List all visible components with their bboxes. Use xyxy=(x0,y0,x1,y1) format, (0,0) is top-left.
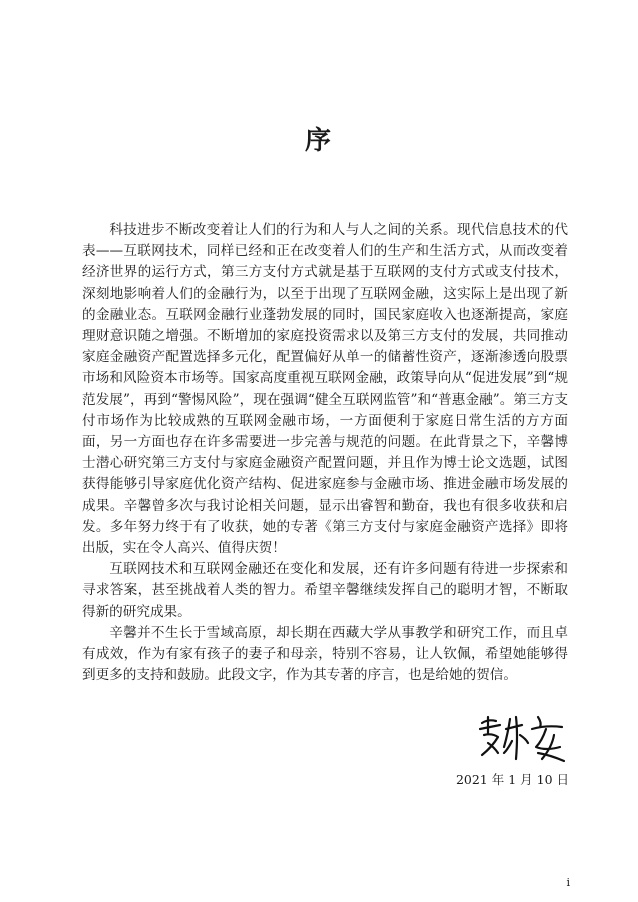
preface-body xyxy=(82,220,568,686)
handwritten-signature xyxy=(476,713,570,765)
paragraph: 科技进步不断改变着让人们的行为和人与人之间的关系。现代信息技术的代表——互联网技术，同样已经和正在改变着人们的生产和生活方式，从而改变着经济世界的运行方式，第三方支付方式就是基于互联网的支付方式或支付技术，深刻地影响着人们的金融行为，以至于出现了互联网金融，这实际上是出现了新的金融业态。互联网金融行业蓬勃发展的同时，国民家庭收入也逐渐提高，家庭理财意识随之增强。不断增加的家庭投资需求以及第三方支付的发展，共同推动家庭金融资产配置选择多元化，配置偏好从单一的储蓄性资产，逐渐渗透向股票市场和风险资本市场等。国家高度重视互联网金融，政策导向从“促进发展”到“规范发展”，再到“警惕风险”，现在强调“健全互联网监管”和“普惠金融”。第三方支付市场作为比较成熟的互联网金融市场，一方面便利于家庭日常生活的方方面面，另一方面也存在许多需要进一步完善与规范的问题。在此背景之下，辛馨博士潜心研究第三方支付与家庭金融资产配置问题，并且作为博士论文选题，试图获得能够引导家庭优化资产结构、促进家庭参与金融市场、推进金融市场发展的成果。辛馨曾多次与我讨论相关问题，显示出睿智和勤奋，我也有很多收获和启发。多年努力终于有了收获，她的专著《第三方支付与家庭金融资产选择》即将出版，实在令人高兴、值得庆贺！ xyxy=(82,222,568,557)
paragraph: 互联网技术和互联网金融还在变化和发展，还有许多问题有待进一步探索和寻求答案，甚至挑战着人类的智力。希望辛馨继续发挥自己的聪明才智，不断取得新的研究成果。 xyxy=(82,561,568,620)
page-number: i xyxy=(566,876,570,889)
paragraph: 辛馨并不生长于雪域高原，却长期在西藏大学从事教学和研究工作，而且卓有成效，作为有家有孩子的妻子和母亲，特别不容易，让人钦佩，希望她能够得到更多的支持和鼓励。此段文字，作为其专著的序言，也是给她的贺信。 xyxy=(82,624,568,684)
signature-date: 2021 年 1 月 10 日 xyxy=(455,772,569,787)
page-title: 序 xyxy=(304,126,333,156)
